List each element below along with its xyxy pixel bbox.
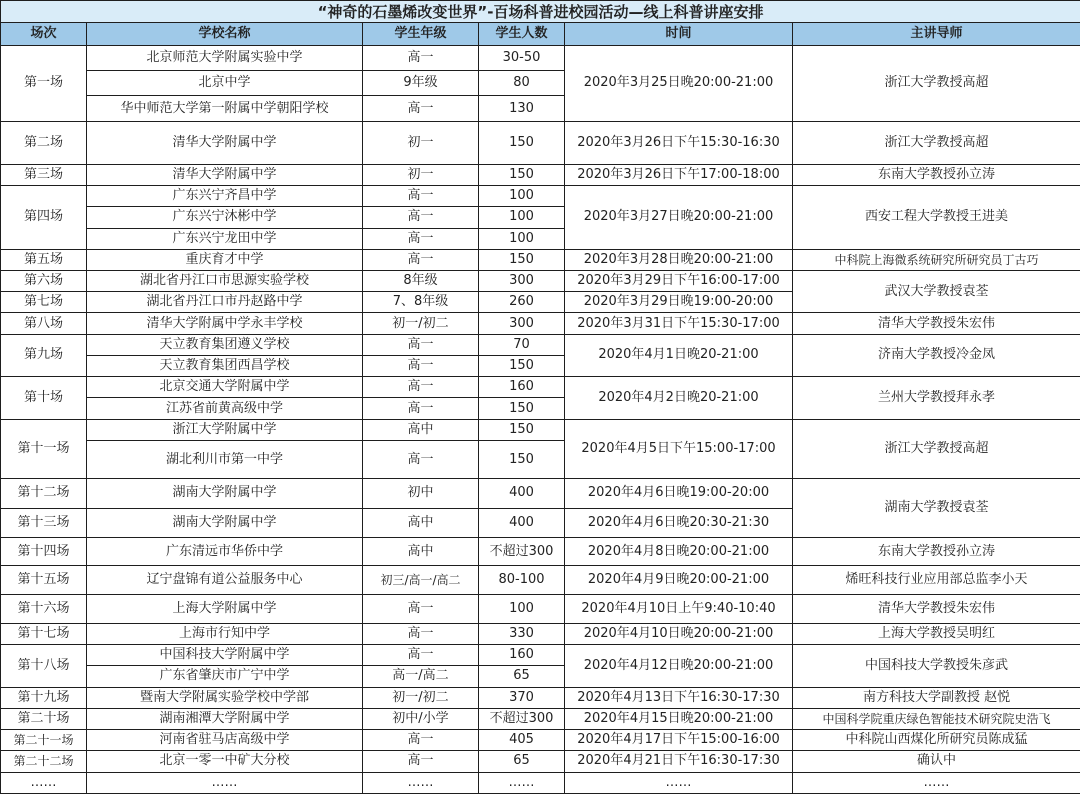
grade-cell: 初一/初二 bbox=[363, 313, 479, 334]
school-cell: 河南省驻马店高级中学 bbox=[87, 730, 363, 751]
count-cell: 70 bbox=[479, 334, 565, 355]
time-cell: 2020年4月2日晚20-21:00 bbox=[565, 377, 793, 419]
grade-cell: 高一 bbox=[363, 228, 479, 249]
count-cell: 150 bbox=[479, 164, 565, 185]
grade-cell: 高一 bbox=[363, 96, 479, 122]
session-cell: 第二场 bbox=[1, 122, 87, 164]
lecturer-cell: 中国科技大学教授朱彦武 bbox=[793, 645, 1080, 687]
lecturer-cell: 清华大学教授朱宏伟 bbox=[793, 313, 1080, 334]
table-row bbox=[1, 186, 1080, 207]
lecturer-cell: 东南大学教授孙立涛 bbox=[793, 164, 1080, 185]
lecturer-cell: 浙江大学教授高超 bbox=[793, 419, 1080, 479]
school-cell: 北京交通大学附属中学 bbox=[87, 377, 363, 398]
count-cell: 65 bbox=[479, 751, 565, 772]
school-cell: 辽宁盘锦有道公益服务中心 bbox=[87, 566, 363, 594]
school-cell: 清华大学附属中学 bbox=[87, 164, 363, 185]
grade-cell: 初一 bbox=[363, 122, 479, 164]
school-cell: 湖南湘潭大学附属中学 bbox=[87, 708, 363, 729]
count-cell: 300 bbox=[479, 271, 565, 292]
header-grade: 学生年级 bbox=[363, 23, 479, 45]
grade-cell: 高一 bbox=[363, 623, 479, 644]
school-cell: 广东兴宁龙田中学 bbox=[87, 228, 363, 249]
session-cell: 第十三场 bbox=[1, 508, 87, 537]
count-cell: 150 bbox=[479, 440, 565, 478]
lecturer-cell: 浙江大学教授高超 bbox=[793, 45, 1080, 122]
school-cell: 浙江大学附属中学 bbox=[87, 419, 363, 440]
grade-cell: 高一 bbox=[363, 730, 479, 751]
grade-cell: 高中 bbox=[363, 537, 479, 565]
session-cell: 第十场 bbox=[1, 377, 87, 419]
school-cell: 清华大学附属中学 bbox=[87, 122, 363, 164]
count-cell: …… bbox=[479, 772, 565, 793]
grade-cell: 高一 bbox=[363, 377, 479, 398]
grade-cell: …… bbox=[363, 772, 479, 793]
time-cell: 2020年4月9日晚20:00-21:00 bbox=[565, 566, 793, 594]
school-cell: 北京师范大学附属实验中学 bbox=[87, 45, 363, 70]
session-cell: 第八场 bbox=[1, 313, 87, 334]
session-cell: 第十七场 bbox=[1, 623, 87, 644]
grade-cell: 高一/高二 bbox=[363, 666, 479, 687]
table-row bbox=[1, 164, 1080, 185]
table-row bbox=[1, 419, 1080, 440]
grade-cell: 高一 bbox=[363, 594, 479, 623]
lecturer-cell: 清华大学教授朱宏伟 bbox=[793, 594, 1080, 623]
time-cell: 2020年4月17日下午15:00-16:00 bbox=[565, 730, 793, 751]
grade-cell: 高中 bbox=[363, 419, 479, 440]
table-row bbox=[1, 249, 1080, 270]
lecturer-cell: 确认中 bbox=[793, 751, 1080, 772]
table-row bbox=[1, 377, 1080, 398]
count-cell: 150 bbox=[479, 355, 565, 376]
count-cell: 150 bbox=[479, 398, 565, 419]
time-cell: 2020年3月28日晚20:00-21:00 bbox=[565, 249, 793, 270]
lecturer-cell: 烯旺科技行业应用部总监李小天 bbox=[793, 566, 1080, 594]
session-cell: 第一场 bbox=[1, 45, 87, 122]
school-cell: 湖北省丹江口市思源实验学校 bbox=[87, 271, 363, 292]
table-row bbox=[1, 730, 1080, 751]
header-session: 场次 bbox=[1, 23, 87, 45]
lecturer-cell: 中科院山西煤化所研究员陈成猛 bbox=[793, 730, 1080, 751]
table-row bbox=[1, 708, 1080, 729]
count-cell: 400 bbox=[479, 479, 565, 508]
school-cell: 湖南大学附属中学 bbox=[87, 479, 363, 508]
school-cell: …… bbox=[87, 772, 363, 793]
session-cell: 第二十二场 bbox=[1, 751, 87, 772]
time-cell: 2020年3月25日晚20:00-21:00 bbox=[565, 45, 793, 122]
title-row bbox=[1, 1, 1080, 23]
school-cell: 重庆育才中学 bbox=[87, 249, 363, 270]
school-cell: 华中师范大学第一附属中学朝阳学校 bbox=[87, 96, 363, 122]
school-cell: 上海大学附属中学 bbox=[87, 594, 363, 623]
grade-cell: 初中 bbox=[363, 479, 479, 508]
table-row bbox=[1, 645, 1080, 666]
school-cell: 广东兴宁沐彬中学 bbox=[87, 207, 363, 228]
school-cell: 湖北利川市第一中学 bbox=[87, 440, 363, 478]
school-cell: 广东兴宁齐昌中学 bbox=[87, 186, 363, 207]
count-cell: 405 bbox=[479, 730, 565, 751]
count-cell: 370 bbox=[479, 687, 565, 708]
school-cell: 天立教育集团西昌学校 bbox=[87, 355, 363, 376]
session-cell: 第五场 bbox=[1, 249, 87, 270]
table-row bbox=[1, 479, 1080, 508]
time-cell: 2020年4月6日晚20:30-21:30 bbox=[565, 508, 793, 537]
lecturer-cell: 武汉大学教授袁荃 bbox=[793, 271, 1080, 313]
session-cell: 第十六场 bbox=[1, 594, 87, 623]
count-cell: 100 bbox=[479, 186, 565, 207]
count-cell: 160 bbox=[479, 377, 565, 398]
count-cell: 400 bbox=[479, 508, 565, 537]
time-cell: 2020年4月8日晚20:00-21:00 bbox=[565, 537, 793, 565]
table-row bbox=[1, 122, 1080, 164]
time-cell: 2020年4月12日晚20:00-21:00 bbox=[565, 645, 793, 687]
table-row bbox=[1, 623, 1080, 644]
time-cell: 2020年4月15日晚20:00-21:00 bbox=[565, 708, 793, 729]
grade-cell: 8年级 bbox=[363, 271, 479, 292]
table-row bbox=[1, 566, 1080, 594]
count-cell: 100 bbox=[479, 207, 565, 228]
grade-cell: 高一 bbox=[363, 645, 479, 666]
school-cell: 广东清远市华侨中学 bbox=[87, 537, 363, 565]
lecturer-cell: 中科院上海微系统研究所研究员丁古巧 bbox=[793, 249, 1080, 270]
count-cell: 130 bbox=[479, 96, 565, 122]
grade-cell: 7、8年级 bbox=[363, 292, 479, 313]
lecturer-cell: 中国科学院重庆绿色智能技术研究院史浩飞 bbox=[793, 708, 1080, 729]
table-row bbox=[1, 537, 1080, 565]
session-cell: 第十九场 bbox=[1, 687, 87, 708]
grade-cell: 初三/高一/高二 bbox=[363, 566, 479, 594]
time-cell: 2020年4月6日晚19:00-20:00 bbox=[565, 479, 793, 508]
session-cell: 第十四场 bbox=[1, 537, 87, 565]
grade-cell: 初一 bbox=[363, 164, 479, 185]
table-title: “神奇的石墨烯改变世界”-百场科普进校园活动—线上科普讲座安排 bbox=[1, 1, 1080, 23]
grade-cell: 高一 bbox=[363, 334, 479, 355]
table-row bbox=[1, 687, 1080, 708]
school-cell: 暨南大学附属实验学校中学部 bbox=[87, 687, 363, 708]
session-cell: 第六场 bbox=[1, 271, 87, 292]
count-cell: 100 bbox=[479, 594, 565, 623]
session-cell: 第十一场 bbox=[1, 419, 87, 479]
count-cell: 150 bbox=[479, 249, 565, 270]
time-cell: 2020年4月10日上午9:40-10:40 bbox=[565, 594, 793, 623]
grade-cell: 初中/小学 bbox=[363, 708, 479, 729]
session-cell: 第三场 bbox=[1, 164, 87, 185]
count-cell: 不超过300 bbox=[479, 537, 565, 565]
count-cell: 300 bbox=[479, 313, 565, 334]
time-cell: 2020年3月31日下午15:30-17:00 bbox=[565, 313, 793, 334]
count-cell: 260 bbox=[479, 292, 565, 313]
table-row bbox=[1, 45, 1080, 70]
lecturer-cell: 东南大学教授孙立涛 bbox=[793, 537, 1080, 565]
time-cell: 2020年3月27日晚20:00-21:00 bbox=[565, 186, 793, 250]
grade-cell: 高一 bbox=[363, 751, 479, 772]
time-cell: 2020年4月21日下午16:30-17:30 bbox=[565, 751, 793, 772]
count-cell: 150 bbox=[479, 122, 565, 164]
session-cell: 第十八场 bbox=[1, 645, 87, 687]
grade-cell: 9年级 bbox=[363, 70, 479, 95]
session-cell: 第十二场 bbox=[1, 479, 87, 508]
lecturer-cell: 湖南大学教授袁荃 bbox=[793, 479, 1080, 538]
grade-cell: 高一 bbox=[363, 45, 479, 70]
grade-cell: 高一 bbox=[363, 440, 479, 478]
count-cell: 65 bbox=[479, 666, 565, 687]
school-cell: 湖南大学附属中学 bbox=[87, 508, 363, 537]
grade-cell: 高一 bbox=[363, 398, 479, 419]
school-cell: 天立教育集团遵义学校 bbox=[87, 334, 363, 355]
time-cell: 2020年3月29日下午16:00-17:00 bbox=[565, 271, 793, 292]
session-cell: 第四场 bbox=[1, 186, 87, 250]
header-count: 学生人数 bbox=[479, 23, 565, 45]
school-cell: 湖北省丹江口市丹赵路中学 bbox=[87, 292, 363, 313]
header-lecturer: 主讲导师 bbox=[793, 23, 1080, 45]
session-cell: 第二十一场 bbox=[1, 730, 87, 751]
session-cell: …… bbox=[1, 772, 87, 793]
school-cell: 清华大学附属中学永丰学校 bbox=[87, 313, 363, 334]
table-row bbox=[1, 594, 1080, 623]
grade-cell: 高一 bbox=[363, 186, 479, 207]
lecturer-cell: 浙江大学教授高超 bbox=[793, 122, 1080, 164]
session-cell: 第七场 bbox=[1, 292, 87, 313]
time-cell: 2020年3月26日下午17:00-18:00 bbox=[565, 164, 793, 185]
time-cell: 2020年4月5日下午15:00-17:00 bbox=[565, 419, 793, 479]
school-cell: 广东省肇庆市广宁中学 bbox=[87, 666, 363, 687]
session-cell: 第十五场 bbox=[1, 566, 87, 594]
table-row bbox=[1, 751, 1080, 772]
header-row bbox=[1, 23, 1080, 45]
time-cell: 2020年4月1日晚20-21:00 bbox=[565, 334, 793, 376]
grade-cell: 高一 bbox=[363, 249, 479, 270]
time-cell: 2020年4月13日下午16:30-17:30 bbox=[565, 687, 793, 708]
session-cell: 第二十场 bbox=[1, 708, 87, 729]
count-cell: 330 bbox=[479, 623, 565, 644]
table-row bbox=[1, 313, 1080, 334]
count-cell: 150 bbox=[479, 419, 565, 440]
time-cell: …… bbox=[565, 772, 793, 793]
header-time: 时间 bbox=[565, 23, 793, 45]
lecturer-cell: 西安工程大学教授王进美 bbox=[793, 186, 1080, 250]
school-cell: 北京中学 bbox=[87, 70, 363, 95]
count-cell: 80-100 bbox=[479, 566, 565, 594]
lecturer-cell: 济南大学教授冷金凤 bbox=[793, 334, 1080, 376]
count-cell: 160 bbox=[479, 645, 565, 666]
lecturer-cell: 南方科技大学副教授 赵悦 bbox=[793, 687, 1080, 708]
school-cell: 北京一零一中矿大分校 bbox=[87, 751, 363, 772]
table-row bbox=[1, 271, 1080, 292]
school-cell: 中国科技大学附属中学 bbox=[87, 645, 363, 666]
school-cell: 江苏省前黄高级中学 bbox=[87, 398, 363, 419]
header-school: 学校名称 bbox=[87, 23, 363, 45]
lecturer-cell: 兰州大学教授拜永孝 bbox=[793, 377, 1080, 419]
grade-cell: 高一 bbox=[363, 355, 479, 376]
count-cell: 100 bbox=[479, 228, 565, 249]
count-cell: 80 bbox=[479, 70, 565, 95]
time-cell: 2020年3月26日下午15:30-16:30 bbox=[565, 122, 793, 164]
school-cell: 上海市行知中学 bbox=[87, 623, 363, 644]
session-cell: 第九场 bbox=[1, 334, 87, 376]
time-cell: 2020年4月10日晚20:00-21:00 bbox=[565, 623, 793, 644]
table-row bbox=[1, 334, 1080, 355]
count-cell: 30-50 bbox=[479, 45, 565, 70]
grade-cell: 高中 bbox=[363, 508, 479, 537]
table-row bbox=[1, 772, 1080, 793]
count-cell: 不超过300 bbox=[479, 708, 565, 729]
grade-cell: 初一/初二 bbox=[363, 687, 479, 708]
lecturer-cell: …… bbox=[793, 772, 1080, 793]
grade-cell: 高一 bbox=[363, 207, 479, 228]
time-cell: 2020年3月29日晚19:00-20:00 bbox=[565, 292, 793, 313]
lecturer-cell: 上海大学教授吴明红 bbox=[793, 623, 1080, 644]
